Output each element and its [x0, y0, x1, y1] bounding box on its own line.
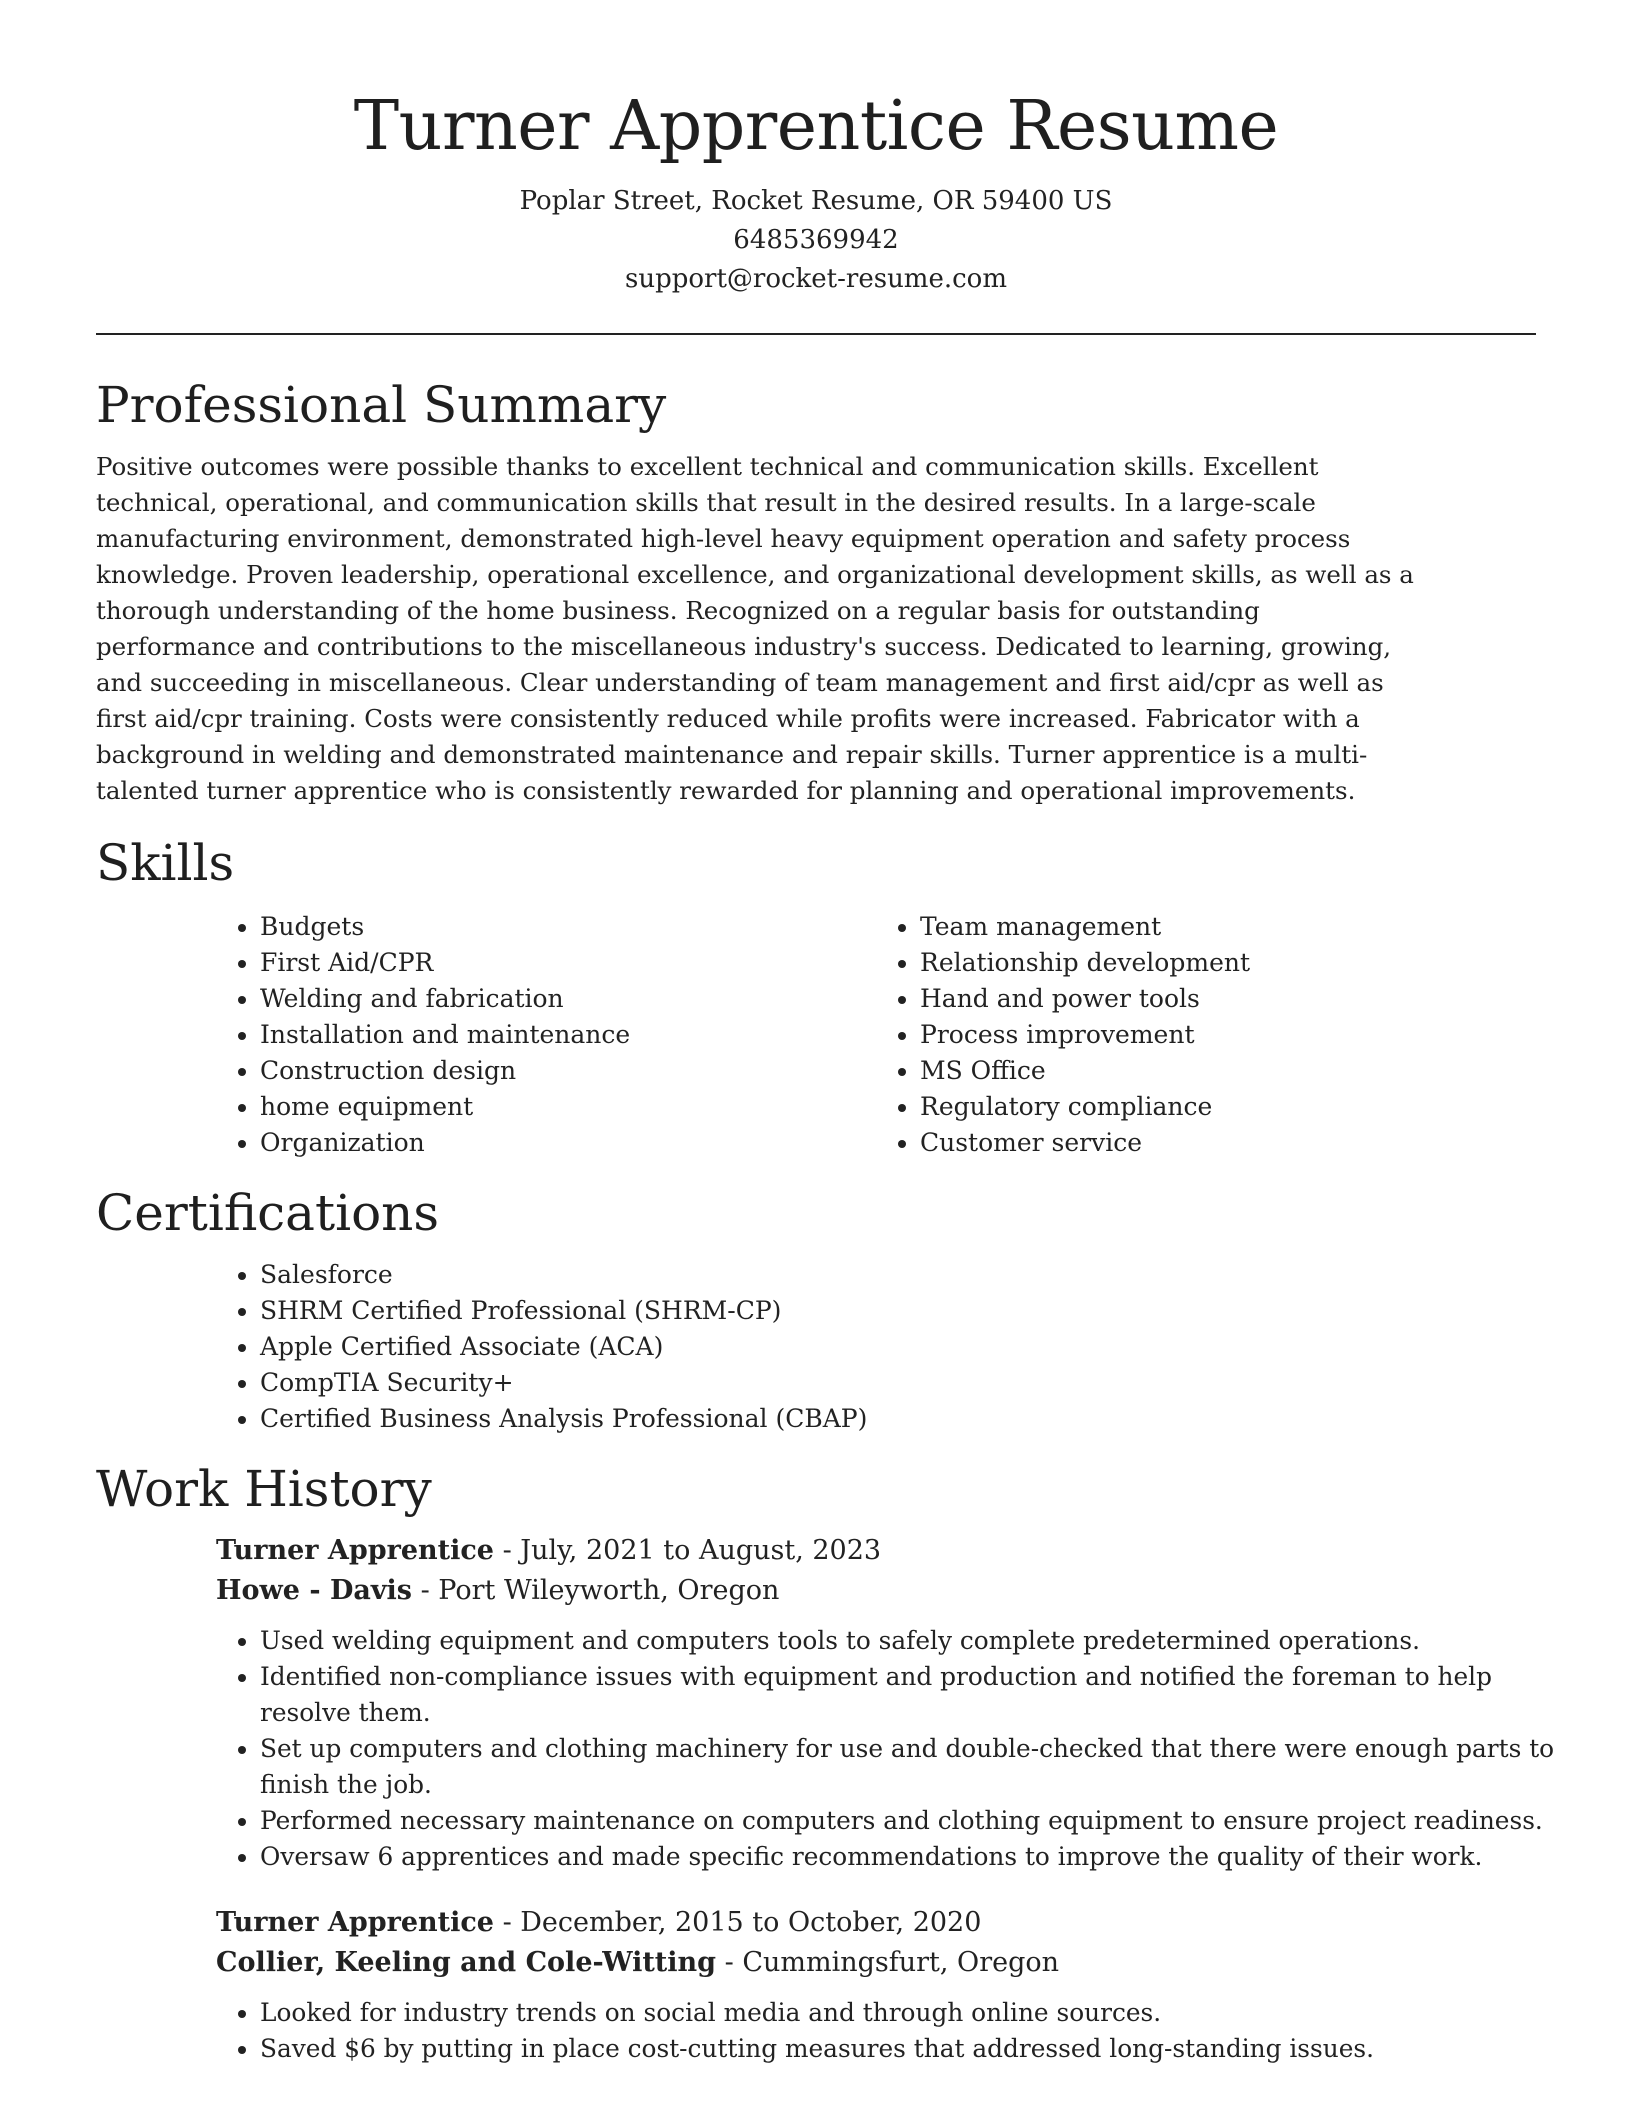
list-item: • Looked for industry trends on social media and through online sources. — [260, 1995, 1580, 2031]
list-item: • Regulatory compliance — [920, 1089, 1536, 1125]
contact-block — [96, 182, 1536, 299]
job-bullets — [216, 1623, 1580, 1875]
list-item: • Installation and maintenance — [260, 1017, 876, 1053]
list-item: • home equipment — [260, 1089, 876, 1125]
summary-text: Positive outcomes were possible thanks to excellent technical and communication skills. Excellent technical, operational, and communication skills that result in the desired results. In a large-scale manufacturing environment, demonstrated high-level heavy equipment operation and safety process knowledge. Proven leadership, operational excellence, and organizational development skills, as well as a thorough understanding of the home business. Recognized on a regular basis for outstanding performance and contributions to the miscellaneous industry's success. Dedicated to learning, growing, and succeeding in miscellaneous. Clear understanding of team management and first aid/cpr as well as first aid/cpr training. Costs were consistently reduced while profits were increased. Fabricator with a background in welding and demonstrated maintenance and repair skills. Turner apprentice is a multi-talented turner apprentice who is consistently rewarded for planning and operational improvements. — [96, 452, 1414, 805]
list-item: • Saved $6 by putting in place cost-cutting measures that addressed long-standing issues. — [260, 2031, 1580, 2067]
job-title: Turner Apprentice — [216, 1535, 494, 1566]
skills-list-left — [216, 909, 876, 1161]
list-item: • Budgets — [260, 909, 876, 945]
job-title-line — [216, 1903, 1536, 1943]
list-item: • Performed necessary maintenance on computers and clothing equipment to ensure project readiness. — [260, 1803, 1580, 1839]
list-item: • Certified Business Analysis Professional (CBAP) — [260, 1401, 1536, 1437]
job-company: Howe - Davis — [216, 1575, 413, 1606]
summary-heading: Professional Summary — [96, 376, 667, 434]
job-entry — [216, 1903, 1536, 2067]
list-item: • MS Office — [920, 1053, 1536, 1089]
list-item: • Apple Certified Associate (ACA) — [260, 1329, 1536, 1365]
list-item: • Team management — [920, 909, 1536, 945]
list-item: • Construction design — [260, 1053, 876, 1089]
list-item: • Process improvement — [920, 1017, 1536, 1053]
certifications-heading: Certifications — [96, 1184, 440, 1242]
resume-header — [96, 0, 1536, 299]
resume-title: Turner Apprentice Resume — [353, 87, 1279, 166]
list-item: • Hand and power tools — [920, 981, 1536, 1017]
list-item: • Set up computers and clothing machinery for use and double-checked that there were enough parts to finish the job. — [260, 1731, 1580, 1803]
list-item: • Customer service — [920, 1125, 1536, 1161]
list-item: • Organization — [260, 1125, 876, 1161]
certifications-list — [216, 1257, 1536, 1437]
skills-heading: Skills — [96, 834, 235, 892]
list-item: • Salesforce — [260, 1257, 1536, 1293]
address: Poplar Street, Rocket Resume, OR 59400 US — [519, 186, 1113, 216]
job-company-line — [216, 1943, 1536, 1983]
job-bullets — [216, 1995, 1580, 2067]
job-dates: - July, 2021 to August, 2023 — [494, 1535, 882, 1566]
list-item: • First Aid/CPR — [260, 945, 876, 981]
email: support@rocket-resume.com — [624, 264, 1007, 294]
job-company: Collier, Keeling and Cole-Witting — [216, 1947, 717, 1978]
resume-page — [96, 0, 1555, 2067]
work-history-heading: Work History — [96, 1460, 432, 1518]
job-location: - Port Wileyworth, Oregon — [412, 1575, 780, 1606]
list-item: • Oversaw 6 apprentices and made specific recommendations to improve the quality of their work. — [260, 1839, 1580, 1875]
job-entry — [216, 1531, 1555, 1875]
job-company-line — [216, 1571, 1536, 1611]
job-title-line — [216, 1531, 1536, 1571]
skills-columns — [216, 909, 1536, 1161]
list-item: • Relationship development — [920, 945, 1536, 981]
header-divider — [96, 333, 1536, 335]
list-item: • SHRM Certified Professional (SHRM-CP) — [260, 1293, 1536, 1329]
phone: 6485369942 — [733, 225, 899, 255]
list-item: • Identified non-compliance issues with equipment and production and notified the foreman to help resolve them. — [260, 1659, 1580, 1731]
list-item: • CompTIA Security+ — [260, 1365, 1536, 1401]
skills-list-right — [876, 909, 1536, 1161]
list-item: • Used welding equipment and computers tools to safely complete predetermined operations. — [260, 1623, 1580, 1659]
list-item: • Welding and fabrication — [260, 981, 876, 1017]
job-title: Turner Apprentice — [216, 1907, 494, 1938]
job-location: - Cummingsfurt, Oregon — [716, 1947, 1060, 1978]
job-dates: - December, 2015 to October, 2020 — [494, 1907, 982, 1938]
